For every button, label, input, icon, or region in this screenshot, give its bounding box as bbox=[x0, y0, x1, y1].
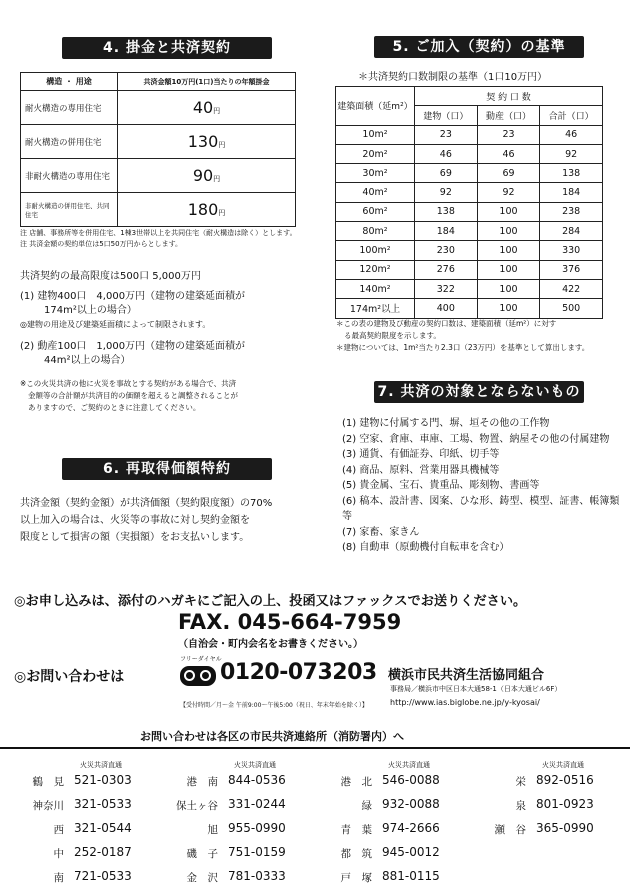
premium-row bbox=[21, 159, 296, 193]
units-cell-m: 100 bbox=[477, 222, 540, 241]
office-ward: 南 bbox=[53, 872, 64, 884]
units-cell-area: 140m² bbox=[336, 279, 415, 298]
office-tel: 881-0115 bbox=[382, 869, 440, 883]
units-cell-b: 46 bbox=[415, 144, 478, 163]
units-cell-t: 330 bbox=[540, 241, 603, 260]
sec7-list bbox=[342, 416, 627, 556]
office-ward: 旭 bbox=[207, 824, 218, 836]
premium-unit: 円 bbox=[218, 209, 226, 217]
units-header-movable: 動産（口） bbox=[477, 106, 540, 125]
units-row bbox=[336, 260, 603, 279]
office-tel: 781-0333 bbox=[228, 869, 286, 883]
premium-header-type: 構造 ・ 用途 bbox=[21, 73, 118, 91]
office-tel: 546-0088 bbox=[382, 773, 440, 787]
units-cell-b: 184 bbox=[415, 222, 478, 241]
units-header-building: 建物（口） bbox=[415, 106, 478, 125]
excluded-item: (4) 商品、原料、営業用器具機械等 bbox=[342, 464, 500, 476]
premium-amount: 180 bbox=[187, 200, 219, 219]
units-cell-t: 46 bbox=[540, 125, 603, 144]
units-row bbox=[336, 144, 603, 163]
office-tel: 252-0187 bbox=[74, 845, 132, 859]
sec4-notes bbox=[20, 228, 310, 250]
inquiry-label: ◎お問い合わせは bbox=[14, 669, 125, 685]
excluded-item: (2) 空家、倉庫、車庫、工場、物置、納屋その他の付属建物 bbox=[342, 433, 610, 445]
units-cell-m: 100 bbox=[477, 260, 540, 279]
units-cell-b: 69 bbox=[415, 164, 478, 183]
fax-note: （自治会・町内会名をお書きください。） bbox=[178, 639, 363, 650]
units-cell-t: 284 bbox=[540, 222, 603, 241]
units-cell-b: 23 bbox=[415, 125, 478, 144]
office-ward: 保土ヶ谷 bbox=[176, 800, 218, 812]
sec6-title: 6. 再取得価額特約 bbox=[62, 458, 272, 480]
office-ward: 都 筑 bbox=[340, 848, 372, 860]
units-row bbox=[336, 164, 603, 183]
units-cell-area: 80m² bbox=[336, 222, 415, 241]
units-header-area: 建築面積（延m²） bbox=[336, 87, 415, 126]
excluded-item: (1) 建物に付属する門、塀、垣その他の工作物 bbox=[342, 418, 550, 429]
office-ward: 金 沢 bbox=[186, 872, 218, 884]
fire-note-line1: ※この火災共済の他に火災を事故とする契約がある場合で、共済 bbox=[20, 379, 237, 388]
office-ward: 緑 bbox=[361, 800, 372, 812]
premium-amount: 90 bbox=[192, 166, 214, 185]
premium-row bbox=[21, 125, 296, 159]
premium-type: 耐火構造の併用住宅 bbox=[21, 125, 118, 159]
excluded-item: (6) 稿本、設計書、図案、ひな形、鋳型、模型、証書、帳簿類等 bbox=[342, 495, 620, 522]
office-tel: 521-0303 bbox=[74, 773, 132, 787]
limit-item1-cont: 174m²以上の場合） bbox=[44, 305, 137, 316]
office-tel: 974-2666 bbox=[382, 821, 440, 835]
limit-item1-note: ◎建物の用途及び建築延面積によって制限されます。 bbox=[20, 320, 211, 329]
inquiry-hours: 【受付時間／月～金 午前9:00～午後5:00（祝日、年末年始を除く）】 bbox=[180, 702, 368, 709]
fax-number: FAX. 045-664-7959 bbox=[178, 610, 402, 634]
sec6-line2: 以上加入の場合は、火災等の事故に対し契約金額を bbox=[20, 515, 250, 526]
office-tel: 331-0244 bbox=[228, 797, 286, 811]
units-cell-m: 23 bbox=[477, 125, 540, 144]
sec5-notes bbox=[336, 318, 626, 354]
units-cell-b: 92 bbox=[415, 183, 478, 202]
org-name: 横浜市民共済生活協同組合 bbox=[388, 668, 545, 683]
sec6-line3: 限度として損害の額（実損額）をお支払いします。 bbox=[20, 532, 250, 543]
office-tel: 321-0544 bbox=[74, 821, 132, 835]
units-cell-t: 500 bbox=[540, 299, 603, 318]
office-tel: 892-0516 bbox=[536, 773, 594, 787]
premium-type: 非耐火構造の併用住宅、共同住宅 bbox=[21, 193, 118, 227]
office-ward: 中 bbox=[53, 848, 64, 860]
units-header-total: 合計（口） bbox=[540, 106, 603, 125]
fire-note-line2: 金額等の合計額が共済目的の価額を超えると調整されることが bbox=[28, 391, 238, 400]
limit-text: 共済契約の最高限度は500口 5,000万円 bbox=[20, 271, 201, 282]
office-tel: 844-0536 bbox=[228, 773, 286, 787]
units-cell-t: 138 bbox=[540, 164, 603, 183]
units-cell-area: 120m² bbox=[336, 260, 415, 279]
premium-unit: 円 bbox=[213, 175, 221, 183]
office-ward: 西 bbox=[53, 824, 64, 836]
limit-item2-cont: 44m²以上の場合） bbox=[44, 355, 131, 366]
office-tel: 365-0990 bbox=[536, 821, 594, 835]
units-table bbox=[335, 86, 603, 319]
sec7-title: 7. 共済の対象とならないもの bbox=[374, 381, 584, 403]
units-cell-m: 92 bbox=[477, 183, 540, 202]
units-row bbox=[336, 202, 603, 221]
office-tel: 321-0533 bbox=[74, 797, 132, 811]
units-cell-area: 30m² bbox=[336, 164, 415, 183]
units-row bbox=[336, 279, 603, 298]
free-dial-phone: 0120-073203 bbox=[220, 660, 377, 685]
units-cell-area: 10m² bbox=[336, 125, 415, 144]
premium-amount: 40 bbox=[192, 98, 214, 117]
sec6-line1: 共済金額（契約金額）が共済価額（契約限度額）の70% bbox=[20, 498, 273, 509]
units-cell-m: 46 bbox=[477, 144, 540, 163]
sec5-note1-cont: る最高契約限度を示します。 bbox=[344, 331, 441, 340]
units-cell-m: 100 bbox=[477, 299, 540, 318]
premium-header-amount: 共済金額10万円(1口)当たりの年額掛金 bbox=[118, 73, 296, 91]
units-cell-area: 60m² bbox=[336, 202, 415, 221]
limit-item1: (1) 建物400口 4,000万円（建物の建築延面積が bbox=[20, 291, 246, 302]
office-ward: 神奈川 bbox=[32, 800, 64, 812]
units-cell-m: 100 bbox=[477, 279, 540, 298]
offices-heading: お問い合わせは各区の市民共済連絡所（消防署内）へ bbox=[140, 730, 404, 743]
office-tel: 751-0159 bbox=[228, 845, 286, 859]
premium-type: 非耐火構造の専用住宅 bbox=[21, 159, 118, 193]
excluded-item: (3) 通貨、有価証券、印紙、切手等 bbox=[342, 449, 500, 460]
office-tel: 945-0012 bbox=[382, 845, 440, 859]
premium-unit: 円 bbox=[213, 107, 221, 115]
units-cell-b: 276 bbox=[415, 260, 478, 279]
units-cell-area: 40m² bbox=[336, 183, 415, 202]
units-cell-m: 69 bbox=[477, 164, 540, 183]
office-ward: 港 北 bbox=[340, 776, 372, 788]
sec4-note2: 注 共済金額の契約単位は5口50万円からとします。 bbox=[20, 240, 183, 248]
units-cell-t: 422 bbox=[540, 279, 603, 298]
units-cell-b: 138 bbox=[415, 202, 478, 221]
units-cell-b: 230 bbox=[415, 241, 478, 260]
apply-line: ◎お申し込みは、添付のハガキにご記入の上、投函又はファックスでお送りください。 bbox=[14, 594, 527, 609]
office-ward: 磯 子 bbox=[186, 848, 218, 860]
units-cell-area: 100m² bbox=[336, 241, 415, 260]
sec4-title: 4. 掛金と共済契約 bbox=[62, 37, 272, 59]
premium-table bbox=[20, 72, 296, 227]
office-ward: 泉 bbox=[515, 800, 526, 812]
sec5-note1: ＊この表の建物及び動産の契約口数は、建築面積（延m²）に対す bbox=[336, 319, 557, 328]
units-row bbox=[336, 222, 603, 241]
units-cell-area: 20m² bbox=[336, 144, 415, 163]
office-ward: 瀬 谷 bbox=[494, 824, 526, 836]
units-cell-t: 92 bbox=[540, 144, 603, 163]
units-row bbox=[336, 125, 603, 144]
units-header-units: 契 約 口 数 bbox=[415, 87, 603, 106]
sec4-note1: 注 店舗、事務所等を併用住宅、1棟3世帯以上を共同住宅（耐火構造は除く）とします。 bbox=[20, 229, 297, 237]
office-tel: 801-0923 bbox=[536, 797, 594, 811]
office-ward: 港 南 bbox=[186, 776, 218, 788]
units-cell-m: 100 bbox=[477, 202, 540, 221]
direct-label: 火災共済直通 bbox=[542, 761, 584, 769]
office-ward: 鶴 見 bbox=[32, 776, 64, 788]
sec5-title: 5. ご加入（契約）の基準 bbox=[374, 36, 584, 58]
units-cell-b: 322 bbox=[415, 279, 478, 298]
units-cell-m: 100 bbox=[477, 241, 540, 260]
premium-row bbox=[21, 193, 296, 227]
premium-type: 耐火構造の専用住宅 bbox=[21, 91, 118, 125]
excluded-item: (7) 家畜、家きん bbox=[342, 526, 420, 538]
offices-divider bbox=[0, 747, 630, 749]
units-cell-t: 376 bbox=[540, 260, 603, 279]
premium-amount: 130 bbox=[187, 132, 219, 151]
fire-note bbox=[20, 378, 315, 414]
sec5-note2: ＊建物については、1m²当たり2.3口（23万円）を基準として算出します。 bbox=[336, 343, 590, 352]
free-dial-icon bbox=[180, 666, 216, 686]
units-row bbox=[336, 299, 603, 318]
free-dial-label: フリーダイヤル bbox=[180, 656, 222, 663]
units-row bbox=[336, 241, 603, 260]
direct-label: 火災共済直通 bbox=[388, 761, 430, 769]
office-ward: 青 葉 bbox=[340, 824, 372, 836]
limit-item2: (2) 動産100口 1,000万円（建物の建築延面積が bbox=[20, 341, 246, 352]
units-row bbox=[336, 183, 603, 202]
office-tel: 721-0533 bbox=[74, 869, 132, 883]
units-cell-b: 400 bbox=[415, 299, 478, 318]
org-url: http://www.ias.biglobe.ne.jp/y-kyosai/ bbox=[390, 698, 540, 707]
sec4-limits bbox=[20, 270, 315, 368]
sec6-body bbox=[20, 495, 320, 546]
offices-grid bbox=[0, 760, 630, 885]
units-cell-t: 184 bbox=[540, 183, 603, 202]
direct-label: 火災共済直通 bbox=[234, 761, 276, 769]
premium-unit: 円 bbox=[218, 141, 226, 149]
sec5-subtitle: ＊共済契約口数制限の基準（1口10万円） bbox=[358, 72, 548, 83]
premium-row bbox=[21, 91, 296, 125]
office-tel: 932-0088 bbox=[382, 797, 440, 811]
units-cell-area: 174m²以上 bbox=[336, 299, 415, 318]
office-tel: 955-0990 bbox=[228, 821, 286, 835]
units-cell-t: 238 bbox=[540, 202, 603, 221]
office-ward: 栄 bbox=[515, 776, 526, 788]
fire-note-line3: ありますので、ご契約のときに注意してください。 bbox=[28, 403, 201, 412]
direct-label: 火災共済直通 bbox=[80, 761, 122, 769]
excluded-item: (8) 自動車（原動機付自転車を含む） bbox=[342, 542, 510, 553]
office-ward: 戸 塚 bbox=[340, 872, 372, 884]
excluded-item: (5) 貴金属、宝石、貴重品、彫刻物、書画等 bbox=[342, 480, 540, 491]
org-address: 事務局／横浜市中区日本大通58-1（日本大通ビル6F） bbox=[390, 685, 562, 693]
